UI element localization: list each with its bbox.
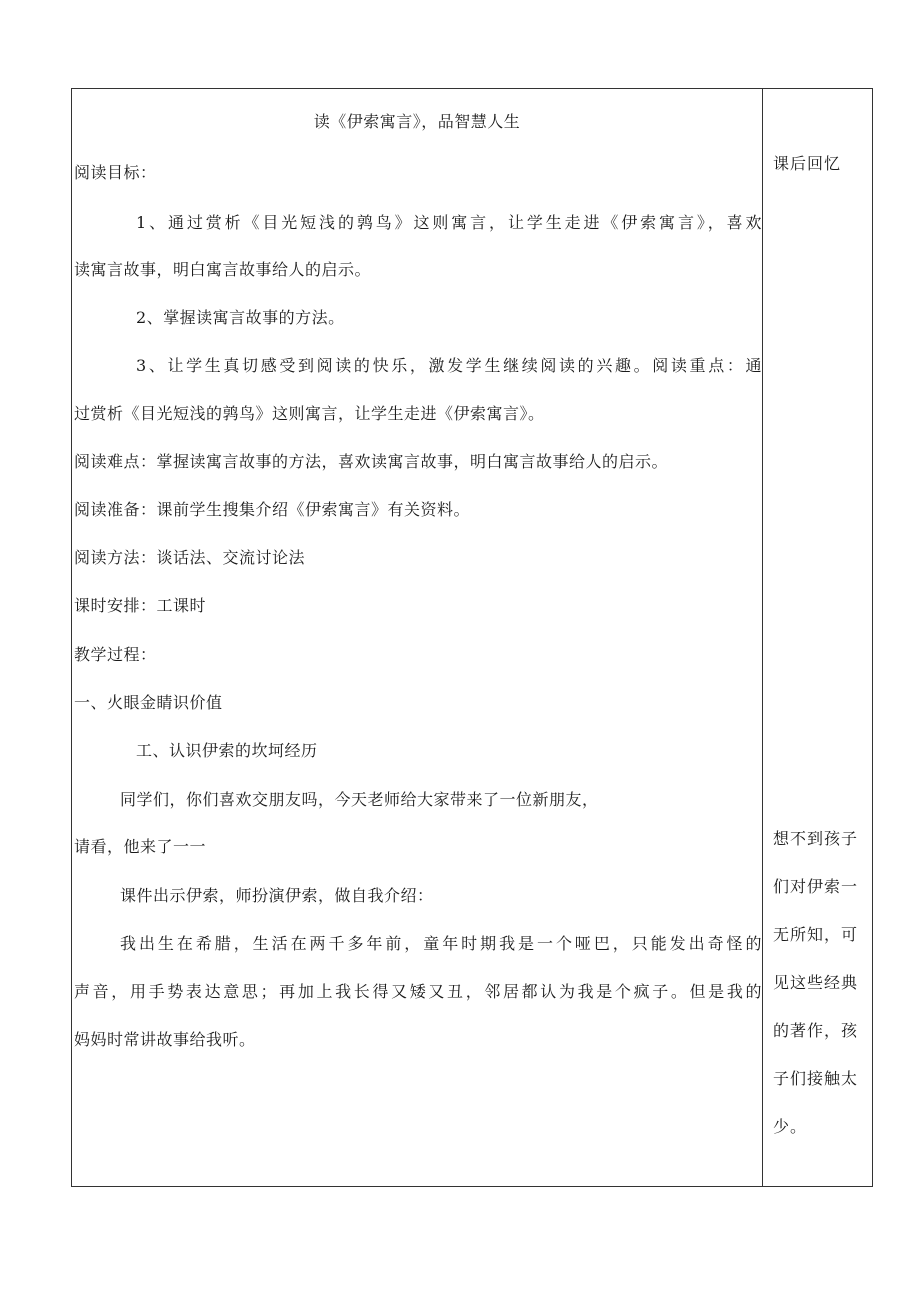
paragraph-intro-line-3: 妈妈时常讲故事给我听。 (74, 1030, 256, 1049)
paragraph-courseware: 课件出示伊索，师扮演伊索，做自我介绍： (120, 886, 434, 905)
paragraph-greeting-line-1: 同学们，你们喜欢交朋友吗，今天老师给大家带来了一位新朋友， (120, 790, 599, 809)
paragraph-greeting-line-2: 请看，他来了一一 (74, 837, 207, 856)
reading-difficulty: 阅读难点：掌握读寓言故事的方法，喜欢读寓言故事，明白寓言故事给人的启示。 (74, 452, 669, 471)
goal-1-line-1: 1、通过赏析《目光短浅的鹑鸟》这则寓言，让学生走进《伊索寓言》，喜欢 (136, 213, 762, 232)
side-note-line-1: 想不到孩子 (773, 829, 859, 848)
side-note-line-6: 子们接触太 (773, 1069, 859, 1088)
goal-3-line-2: 过赏析《目光短浅的鹑鸟》这则寓言，让学生走进《伊索寓言》。 (74, 404, 545, 423)
side-notes-column (763, 89, 873, 1186)
side-heading: 课后回忆 (773, 154, 842, 173)
paragraph-intro-line-2: 声音，用手势表达意思；再加上我长得又矮又丑，邻居都认为我是个疯子。但是我的 (74, 982, 762, 1001)
reading-method: 阅读方法：谈话法、交流讨论法 (74, 548, 306, 567)
teaching-process-heading: 教学过程： (74, 645, 157, 664)
side-note-line-4: 见这些经典 (773, 973, 859, 992)
lesson-table (71, 88, 873, 1187)
paragraph-intro-line-1: 我出生在希腊，生活在两千多年前，童年时期我是一个哑巴，只能发出奇怪的 (120, 934, 762, 953)
reading-preparation: 阅读准备：课前学生搜集介绍《伊索寓言》有关资料。 (74, 500, 471, 519)
goal-2: 2、掌握读寓言故事的方法。 (136, 308, 345, 327)
document-title: 读《伊索寓言》，品智慧人生 (313, 112, 521, 131)
side-note-line-7: 少。 (773, 1117, 808, 1136)
section-1-heading: 一、火眼金睛识价值 (74, 693, 223, 712)
class-schedule: 课时安排：工课时 (74, 596, 207, 615)
main-content-column (72, 89, 762, 1186)
side-note-line-3: 无所知，可 (773, 925, 859, 944)
reading-goals-heading: 阅读目标： (74, 163, 157, 182)
goal-3-line-1: 3、让学生真切感受到阅读的快乐，激发学生继续阅读的兴趣。阅读重点：通 (136, 356, 762, 375)
goal-1-line-2: 读寓言故事，明白寓言故事给人的启示。 (74, 260, 372, 279)
side-note-line-5: 的著作，孩 (773, 1021, 859, 1040)
side-note-line-2: 们对伊索一 (773, 877, 859, 896)
subsection-1-heading: 工、认识伊索的坎坷经历 (136, 741, 318, 760)
